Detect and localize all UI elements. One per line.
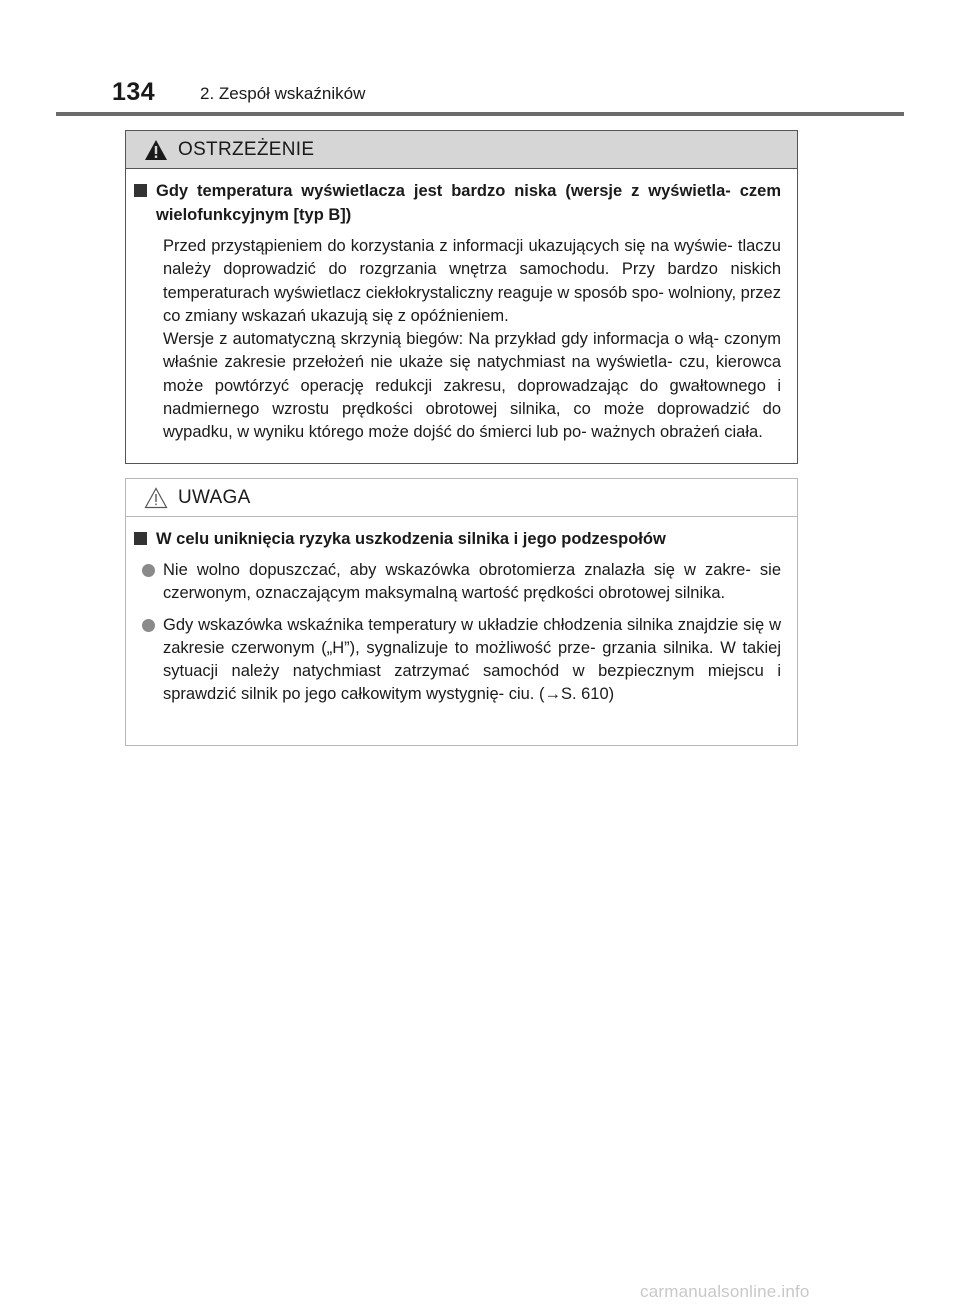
round-bullet-icon <box>142 564 155 577</box>
page-number: 134 <box>112 78 156 106</box>
warning-paragraph-2: Wersje z automatyczną skrzynią biegów: Na przykład gdy informacja o włą- czonym właśnie zakresie przełożeń nie ukaże się natychmiast na wyświetla- czu, kierowca może powtórzyć operację redukcji zakresu, doprowadzając do gwałtownego i nadmiernego wzrostu prędkości obrotowej silnika, co może doprowadzić do wypadku, w wyniku którego może dojść do śmierci lub po- ważnych obrażeń ciała. <box>163 330 781 442</box>
square-bullet-icon <box>134 184 147 197</box>
list-item-text: Gdy wskazówka wskaźnika temperatury w układzie chłodzenia silnika znajdzie się w zakresie czerwonym („H”), sygnalizuje to możliwość prze- grzania silnika. W takiej sytuacji należy natychmiast zatrzymać samochód w bezpiecznym miejscu i sprawdzić silnik po jego całkowitym wystygnię- ciu. (→S. 610) <box>163 615 781 704</box>
watermark: carmanualsonline.info <box>640 1282 810 1301</box>
warning-topic <box>134 179 781 227</box>
caution-box <box>125 478 798 746</box>
warning-box-header <box>126 131 797 169</box>
list-item <box>142 559 781 606</box>
warning-label: OSTRZEŻENIE <box>178 138 315 160</box>
square-bullet-icon <box>134 532 147 545</box>
warning-paragraph-1: Przed przystąpieniem do korzystania z informacji ukazujących się na wyświe- tlaczu należy doprowadzić do rozgrzania wnętrza samochodu. Przy bardzo niskich temperaturach wyświetlacz ciekłokrystaliczny reaguje w sposób spo- wolniony, przez co zmiany wskazań ukazują się z opóźnieniem. <box>163 237 781 325</box>
round-bullet-icon <box>142 619 155 632</box>
caution-label: UWAGA <box>178 486 251 508</box>
warning-triangle-outline-icon <box>144 487 168 509</box>
warning-body <box>126 169 797 445</box>
list-item-text: Nie wolno dopuszczać, aby wskazówka obrotomierza znalazła się w zakre- sie czerwonym, oznaczającym maksymalną wartość prędkości obrotowej silnika. <box>163 561 781 603</box>
warning-triangle-filled-icon <box>144 139 168 161</box>
list-item <box>142 614 781 707</box>
caution-topic-text: W celu uniknięcia ryzyka uszkodzenia silnika i jego podzespołów <box>156 530 666 548</box>
page-header <box>0 0 960 120</box>
header-divider <box>56 112 904 116</box>
caution-topic <box>134 527 781 551</box>
warning-topic-text: Gdy temperatura wyświetlacza jest bardzo niska (wersje z wyświetla- czem wielofunkcyjnym [typ B]) <box>156 182 781 224</box>
caution-box-header <box>126 479 797 517</box>
section-title: 2. Zespół wskaźników <box>200 84 366 103</box>
caution-body <box>126 517 797 707</box>
warning-box <box>125 130 798 464</box>
